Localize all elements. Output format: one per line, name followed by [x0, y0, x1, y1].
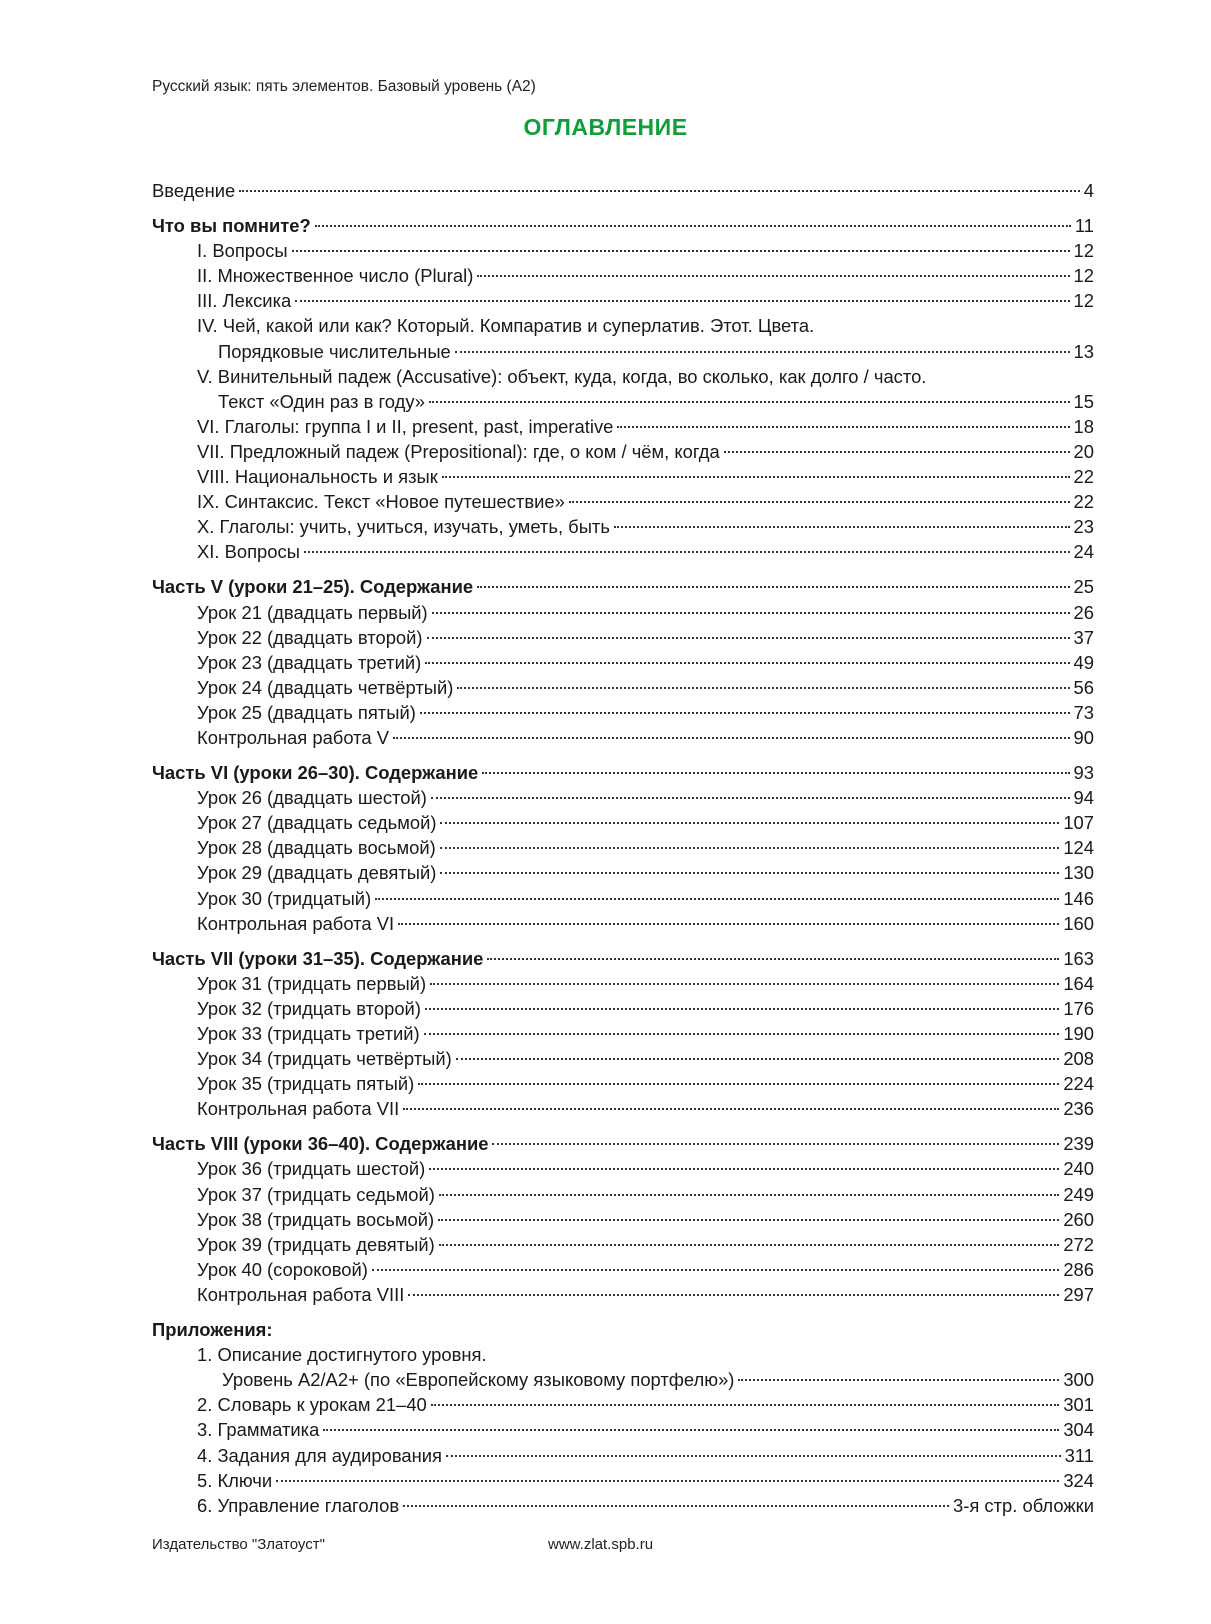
toc-entry-label: 6. Управление глаголов — [197, 1494, 400, 1516]
toc-entry-page: 324 — [1063, 1469, 1094, 1491]
toc-entry — [152, 1417, 1094, 1442]
toc-entry — [152, 213, 1094, 238]
toc-entry — [152, 1342, 1094, 1367]
toc-entry-page: 286 — [1063, 1258, 1094, 1280]
dot-leader — [724, 451, 1070, 453]
toc-entry — [152, 810, 1094, 835]
toc-entry-page: 311 — [1064, 1444, 1094, 1466]
toc-entry — [152, 886, 1094, 911]
toc-entry-label: Контрольная работа VIII — [197, 1283, 405, 1305]
dot-leader — [442, 476, 1070, 478]
toc-entry-label: 5. Ключи — [197, 1469, 273, 1491]
toc-entry — [152, 971, 1094, 996]
toc-entry-label: Часть VII (уроки 31–35). Содержание — [152, 947, 484, 969]
dot-leader — [295, 300, 1069, 302]
dot-leader — [455, 351, 1070, 353]
toc-entry-label: Урок 40 (сороковой) — [197, 1258, 368, 1280]
toc-entry-page: 73 — [1073, 701, 1094, 723]
toc-entry — [152, 1392, 1094, 1417]
toc-entry-label: Урок 27 (двадцать седьмой) — [197, 812, 437, 834]
toc-entry-label: Часть VIII (уроки 36–40). Содержание — [152, 1133, 489, 1155]
toc-entry-label: Приложения: — [152, 1319, 273, 1341]
toc-entry-label: Порядковые числительные — [218, 340, 451, 362]
toc-entry-label: Контрольная работа VII — [197, 1098, 400, 1120]
toc-entry-page: 300 — [1063, 1369, 1094, 1391]
toc-entry-page: 13 — [1073, 340, 1094, 362]
toc-entry-page: 249 — [1063, 1183, 1094, 1205]
dot-leader — [738, 1379, 1059, 1381]
toc-entry-label: Урок 23 (двадцать третий) — [197, 651, 422, 673]
toc-entry-page: 12 — [1073, 265, 1094, 287]
toc-entry — [152, 1021, 1094, 1046]
toc-entry — [152, 313, 1094, 338]
toc-entry-label: II. Множественное число (Plural) — [197, 265, 474, 287]
toc-entry-page: 24 — [1073, 541, 1094, 563]
dot-leader — [418, 1083, 1059, 1085]
dot-leader — [492, 1143, 1059, 1145]
toc-entry-page: 23 — [1073, 516, 1094, 538]
toc-entry-label: Урок 28 (двадцать восьмой) — [197, 837, 436, 859]
toc-entry-label: VII. Предложный падеж (Prepositional): где, о ком / чём, когда — [197, 440, 720, 462]
dot-leader — [427, 637, 1070, 639]
toc-entry-page: 160 — [1063, 912, 1094, 934]
toc-entry-label: Часть VI (уроки 26–30). Содержание — [152, 762, 479, 784]
toc-entry-page: 93 — [1073, 762, 1094, 784]
dot-leader — [425, 1008, 1059, 1010]
toc-entry — [152, 725, 1094, 750]
toc-entry-page: 12 — [1073, 290, 1094, 312]
toc-entry-label: I. Вопросы — [197, 240, 288, 262]
toc-entry-page: 236 — [1063, 1098, 1094, 1120]
toc-entry-page: 124 — [1063, 837, 1094, 859]
dot-leader — [569, 501, 1070, 503]
toc-entry-label: Урок 34 (тридцать четвёртый) — [197, 1048, 452, 1070]
dot-leader — [487, 958, 1059, 960]
dot-leader — [446, 1455, 1061, 1457]
dot-leader — [477, 275, 1069, 277]
toc-entry — [152, 339, 1094, 364]
dot-leader — [440, 872, 1059, 874]
toc-entry — [152, 514, 1094, 539]
toc-entry — [152, 1182, 1094, 1207]
footer-url: www.zlat.spb.ru — [548, 1536, 654, 1553]
toc-entry-label: IX. Синтаксис. Текст «Новое путешествие» — [197, 491, 565, 513]
toc-entry-label: Урок 24 (двадцать четвёртый) — [197, 676, 454, 698]
dot-leader — [439, 1244, 1060, 1246]
toc-entry-label: Урок 25 (двадцать пятый) — [197, 701, 416, 723]
toc-entry-label: Урок 35 (тридцать пятый) — [197, 1073, 415, 1095]
dot-leader — [372, 1269, 1059, 1271]
toc-entry-label: Урок 32 (тридцать второй) — [197, 997, 421, 1019]
toc-entry — [152, 1493, 1094, 1518]
toc-entry — [152, 1232, 1094, 1257]
toc-entry-label: Урок 22 (двадцать второй) — [197, 626, 423, 648]
toc-entry — [152, 414, 1094, 439]
toc-entry — [152, 760, 1094, 785]
toc-entry-label: Контрольная работа V — [197, 726, 389, 748]
dot-leader — [393, 737, 1070, 739]
dot-leader — [323, 1429, 1059, 1431]
toc-entry-label: XI. Вопросы — [197, 541, 300, 563]
toc-entry-page: 20 — [1073, 440, 1094, 462]
toc-entry-page: 208 — [1063, 1048, 1094, 1070]
dot-leader — [403, 1505, 949, 1507]
toc-entry-label: Урок 21 (двадцать первый) — [197, 601, 428, 623]
toc-entry — [152, 178, 1094, 203]
toc-entry — [152, 1317, 1094, 1342]
toc-entry-page: 18 — [1073, 415, 1094, 437]
toc-entry-label: Урок 37 (тридцать седьмой) — [197, 1183, 435, 1205]
toc-entry-page: 37 — [1073, 626, 1094, 648]
dot-leader — [430, 983, 1059, 985]
toc-entry-page: 240 — [1063, 1158, 1094, 1180]
toc-entry-label: 3. Грамматика — [197, 1419, 320, 1441]
toc-entry-page: 49 — [1073, 651, 1094, 673]
toc-entry-label: V. Винительный падеж (Accusative): объект, куда, когда, во сколько, как долго / часто. — [197, 365, 927, 387]
dot-leader — [438, 1219, 1059, 1221]
toc-entry-label: Что вы помните? — [152, 215, 311, 237]
toc-entry-page: 22 — [1073, 466, 1094, 488]
toc-entry — [152, 1096, 1094, 1121]
toc-entry-label: Часть V (уроки 21–25). Содержание — [152, 576, 474, 598]
toc-entry — [152, 288, 1094, 313]
toc-entry — [152, 1046, 1094, 1071]
toc-entry-page: 224 — [1063, 1073, 1094, 1095]
toc-entry — [152, 625, 1094, 650]
dot-leader — [617, 426, 1069, 428]
dot-leader — [304, 551, 1070, 553]
dot-leader — [420, 712, 1070, 714]
toc-entry — [152, 1071, 1094, 1096]
toc-entry-page: 304 — [1063, 1419, 1094, 1441]
toc-entry-label: Урок 39 (тридцать девятый) — [197, 1233, 435, 1255]
dot-leader — [424, 1033, 1060, 1035]
toc-entry-label: Урок 26 (двадцать шестой) — [197, 787, 427, 809]
toc-entry-page: 146 — [1063, 887, 1094, 909]
toc-entry — [152, 574, 1094, 599]
toc-entry-page: 272 — [1063, 1233, 1094, 1255]
toc-entry-page: 3-я стр. обложки — [952, 1494, 1094, 1516]
toc-entry-page: 297 — [1063, 1283, 1094, 1305]
toc-entry-label: Урок 30 (тридцатый) — [197, 887, 372, 909]
toc-entry-page: 22 — [1073, 491, 1094, 513]
page-title: ОГЛАВЛЕНИЕ — [523, 114, 688, 140]
toc-entry — [152, 1156, 1094, 1181]
toc-entry — [152, 1367, 1094, 1392]
toc-entry — [152, 539, 1094, 564]
toc-entry-label: VIII. Национальность и язык — [197, 466, 438, 488]
dot-leader — [457, 687, 1069, 689]
dot-leader — [429, 401, 1070, 403]
dot-leader — [429, 1168, 1059, 1170]
toc-entry — [152, 389, 1094, 414]
toc-entry-page: 164 — [1063, 972, 1094, 994]
toc-entry-page: 56 — [1073, 676, 1094, 698]
toc-entry — [152, 1468, 1094, 1493]
toc-entry-label: Урок 38 (тридцать восьмой) — [197, 1208, 435, 1230]
dot-leader — [431, 1404, 1060, 1406]
toc-entry-page: 11 — [1074, 215, 1094, 237]
toc-entry — [152, 364, 1094, 389]
toc-entry-label: 1. Описание достигнутого уровня. — [197, 1344, 487, 1366]
page-header: Русский язык: пять элементов. Базовый уровень (А2) — [152, 78, 536, 95]
toc-entry-page: 94 — [1073, 787, 1094, 809]
dot-leader — [408, 1294, 1059, 1296]
toc-entry-label: 2. Словарь к урокам 21–40 — [197, 1394, 427, 1416]
toc-entry-label: Урок 29 (двадцать девятый) — [197, 862, 437, 884]
dot-leader — [482, 772, 1069, 774]
toc-entry-label: Введение — [152, 180, 236, 201]
toc-entry — [152, 785, 1094, 810]
toc-entry-page: 90 — [1073, 726, 1094, 748]
toc-entry-label: III. Лексика — [197, 290, 292, 312]
dot-leader — [440, 822, 1059, 824]
toc-entry-page: 130 — [1063, 862, 1094, 884]
toc-entry — [152, 1207, 1094, 1232]
toc-entry — [152, 860, 1094, 885]
toc-entry-page: 12 — [1073, 240, 1094, 262]
toc-entry — [152, 1282, 1094, 1307]
toc-entry-page: 176 — [1063, 997, 1094, 1019]
toc-entry — [152, 1257, 1094, 1282]
toc-entry — [152, 911, 1094, 936]
toc-entry — [152, 263, 1094, 288]
toc-entry-page: 15 — [1073, 390, 1094, 412]
toc-entry-page: 4 — [1083, 180, 1094, 201]
toc-entry-page: 107 — [1063, 812, 1094, 834]
dot-leader — [425, 662, 1069, 664]
dot-leader — [239, 190, 1079, 192]
toc-entry-label: Урок 31 (тридцать первый) — [197, 972, 427, 994]
dot-leader — [292, 250, 1070, 252]
toc-entry — [152, 1131, 1094, 1156]
toc-entry — [152, 489, 1094, 514]
toc-entry-page: 25 — [1073, 576, 1094, 598]
toc-entry-label: Текст «Один раз в году» — [218, 390, 425, 412]
toc-entry-label: Уровень А2/А2+ (по «Европейскому языковому портфелю») — [222, 1369, 735, 1391]
footer-publisher: Издательство "Златоуст" — [152, 1536, 325, 1553]
toc-entry-page: 26 — [1073, 601, 1094, 623]
toc-entry-page: 163 — [1063, 947, 1094, 969]
dot-leader — [477, 586, 1069, 588]
toc-entry — [152, 650, 1094, 675]
dot-leader — [439, 1194, 1059, 1196]
toc-entry-page: 239 — [1063, 1133, 1094, 1155]
dot-leader — [456, 1058, 1060, 1060]
toc-entry — [152, 700, 1094, 725]
toc-entry-page: 301 — [1063, 1394, 1094, 1416]
dot-leader — [276, 1480, 1059, 1482]
dot-leader — [440, 847, 1060, 849]
dot-leader — [375, 898, 1059, 900]
toc-entry-page: 260 — [1063, 1208, 1094, 1230]
dot-leader — [614, 526, 1070, 528]
toc-entry — [152, 439, 1094, 464]
toc-entry-label: X. Глаголы: учить, учиться, изучать, уметь, быть — [197, 516, 610, 538]
toc-entry — [152, 835, 1094, 860]
toc-entry-label: Урок 36 (тридцать шестой) — [197, 1158, 426, 1180]
toc-entry-label: IV. Чей, какой или как? Который. Компаратив и суперлатив. Этот. Цвета. — [197, 315, 815, 337]
toc-entry-label: Урок 33 (тридцать третий) — [197, 1023, 420, 1044]
toc-entry — [152, 464, 1094, 489]
dot-leader — [315, 225, 1071, 227]
dot-leader — [432, 612, 1070, 614]
toc-entry — [152, 600, 1094, 625]
dot-leader — [398, 923, 1059, 925]
dot-leader — [403, 1108, 1059, 1110]
toc-entry-page: 190 — [1063, 1023, 1094, 1044]
toc-entry — [152, 238, 1094, 263]
toc-entry-label: VI. Глаголы: группа I и II, present, past, imperative — [197, 415, 614, 437]
toc-entry — [152, 996, 1094, 1021]
toc-entry — [152, 1443, 1094, 1468]
dot-leader — [431, 797, 1070, 799]
table-of-contents — [152, 178, 1094, 1518]
toc-entry — [152, 946, 1094, 971]
toc-entry-label: Контрольная работа VI — [197, 912, 395, 934]
toc-entry — [152, 675, 1094, 700]
toc-entry-label: 4. Задания для аудирования — [197, 1444, 443, 1466]
